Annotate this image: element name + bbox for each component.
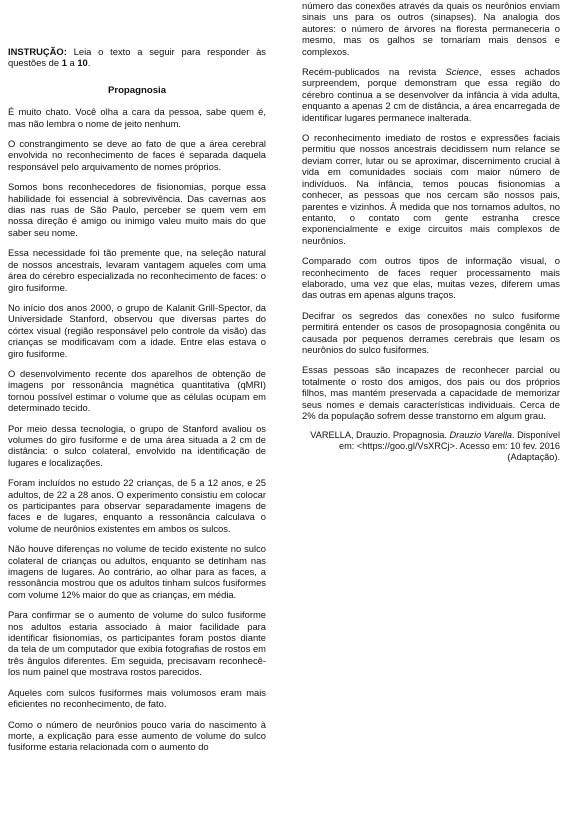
right-column — [302, 0, 560, 472]
paragraph: Como o número de neurônios pouco varia do nascimento à morte, a explicação para esse aumento de volume do sulco fusiforme estaria relacionada com o aumento do — [8, 718, 266, 753]
paragraph: Essas pessoas são incapazes de reconhecer parcial ou totalmente o rosto dos amigos, dos pais ou dos próprios filhos, mas mantém preservada a capacidade de memorizar seus nomes e demais características individuais. Cerca de 2% da população sofrem desse transtorno em algum grau. — [302, 364, 560, 421]
question-start: 1 — [61, 57, 67, 69]
paragraph: O constrangimento se deve ao fato de que a área cerebral envolvida no reconhecimento de faces é separada daquela responsável pelo arquivamento de nomes próprios. — [8, 138, 266, 172]
reference-source: Drauzio Varella — [449, 430, 512, 441]
paragraph: Foram incluídos no estudo 22 crianças, de 5 a 12 anos, e 25 adultos, de 22 a 28 anos. O experimento consistiu em colocar os participantes para observar separadamente imagens de faces e de lugares, enquanto a ressonância calculava o volume de neurônios existentes em ambos os sulcos. — [8, 477, 266, 534]
instruction-label: INSTRUÇÃO: — [8, 46, 67, 57]
paragraph: Por meio dessa tecnologia, o grupo de Stanford avaliou os volumes do giro fusiforme e de uma área situada a 2 cm de distância: o sulco colateral, envolvido na identificação de lugares e localizações. — [8, 422, 266, 468]
paragraph: É muito chato. Você olha a cara da pessoa, sabe quem é, mas não lembra o nome de jeito nenhum. — [8, 106, 266, 129]
reference — [302, 430, 560, 463]
reference-text: VARELLA, Drauzio. Propagnosia. — [310, 430, 450, 441]
text: Recém-publicados na revista — [302, 66, 446, 78]
paragraph: No início dos anos 2000, o grupo de Kalanit Grill-Spector, da Universidade Stanford, observou que diversas partes do córtex visual (região responsável pelo controle da visão) das crianças se modificavam com a idade. Entre elas estava o giro fusiforme. — [8, 301, 266, 359]
paragraph: Essa necessidade foi tão premente que, na seleção natural de nossos ancestrais, levaram vantagem aqueles com uma área do cérebro especializada no reconhecimento de faces: o giro fusiforme. — [8, 247, 266, 293]
instruction-text-2: a — [66, 57, 78, 69]
paragraph: número das conexões através da quais os neurônios enviam sinais uns para os outros (sinapses). Na analogia dos autores: o número de árvores na floresta permaneceria o mesmo, mas os galhos se tornariam mais densos e complexos. — [302, 0, 560, 57]
text: , esses achados surpreendem, porque demonstram que essa região do cérebro continua a se desenvolver da infância à vida adulta, enquanto a apenas 2 cm de distância, a área encarregada de identificar lugares permanece inalterada. — [302, 66, 560, 123]
question-end: 10 — [77, 57, 88, 69]
reference-text-2: . Disponível em: <https://goo.gl/VsXRCj>. Acesso em: 10 fev. 2016 (Adaptação). — [339, 430, 560, 463]
instruction-text-3: . — [87, 57, 91, 69]
paragraph: Somos bons reconhecedores de fisionomias, porque essa habilidade foi essencial à sobrevivência. Das cavernas aos dias nas ruas de São Paulo, perceber se quem vem em nossa direção é amigo ou inimigo valeu muito mais do que saber seu nome. — [8, 181, 266, 238]
paragraph: O desenvolvimento recente dos aparelhos de obtenção de imagens por ressonância magnética quantitativa (qMRI) tornou possível estimar o volume que as células ocupam em determinado tecido. — [8, 367, 266, 414]
paragraph: Comparado com outros tipos de informação visual, o reconhecimento de faces requer processamento mais elaborado, uma vez que elas, muitas vezes, diferem umas das outras em apenas alguns traços. — [302, 255, 560, 301]
paragraph: O reconhecimento imediato de rostos e expressões faciais permitiu que nossos ancestrais decidissem num relance se deviam correr, lutar ou se aproximar, discernimento crucial à vida em comunidades sociais com maior número de indivíduos. Na infância, temos poucas fisionomias a conhecer, as pessoas que nos cercam são nossos pais, parentes e vizinhos. À medida que nos tornamos adultos, no entanto, o contato com gente estranha cresce exponencialmente e exige circuitos mais complexos de neurônios. — [302, 132, 560, 246]
paragraph: Para confirmar se o aumento de volume do sulco fusiforme nos adultos estaria associado à maior facilidade para identificar fisionomias, os participantes foram postos diante da tela de um computador que exibia fotografias de rostos em três ângulos diferentes. Em seguida, precisavam reconhecê-los num painel que mostrava rostos parecidos. — [8, 609, 266, 678]
article-title: Propagnosia — [107, 84, 167, 96]
instruction — [8, 46, 266, 69]
paragraph: Decifrar os segredos das conexões no sulco fusiforme permitirá entender os casos de prosopagnosia congênita ou causada por pequenos derrames cerebrais que lesam os neurônios do sulco fusiformes. — [302, 309, 560, 355]
instruction-text: Leia o texto a seguir para responder às questões de — [8, 46, 266, 69]
paragraph-science — [302, 66, 560, 123]
left-column — [8, 46, 266, 762]
paragraph: Não houve diferenças no volume de tecido existente no sulco colateral de crianças ou adultos, enquanto se detinham nas imagens de lugares. Ao contrário, ao olhar para as faces, a ressonância mostrou que os adultos tinham sulcos fusiformes com volume 12% maior do que as crianças, em média. — [8, 543, 266, 600]
paragraph: Aqueles com sulcos fusiformes mais volumosos eram mais eficientes no reconhecimento, de fato. — [8, 686, 266, 710]
journal-name: Science — [445, 66, 479, 78]
